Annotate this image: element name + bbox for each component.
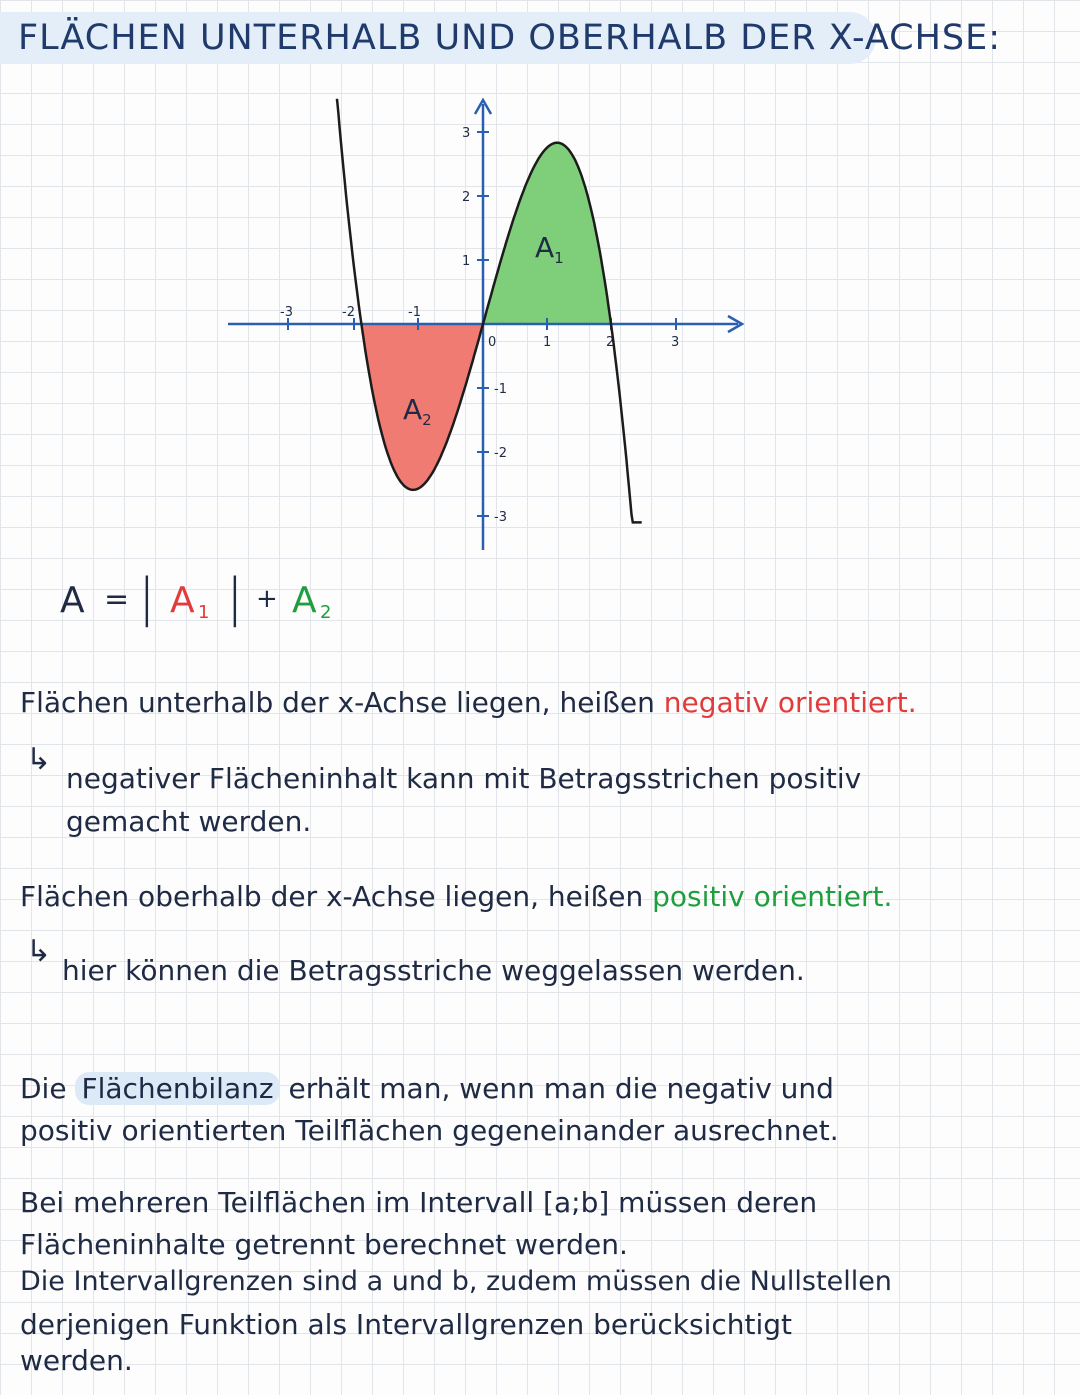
formula-a1-sub: 1 [198,602,210,623]
y-tick-label: -2 [494,446,507,461]
x-tick-label: -2 [342,305,355,320]
area-below-label: $A_2$ [403,393,432,429]
note-negative-detail: negativer Flächeninhalt kann mit Betragsstrichen positiv [66,762,862,795]
formula-abs-open: | [138,568,156,628]
x-tick-label: -3 [280,305,293,320]
formula-a: A [60,580,85,621]
x-tick-label: 3 [671,335,680,350]
formula-equals: = [104,582,130,617]
formula-a2: A [292,580,317,621]
area-formula [60,568,380,642]
function-graph [0,0,1080,560]
formula-a1: A [170,580,195,621]
formula-a2-sub: 2 [320,602,332,623]
positive-orientation-label: positiv orientiert. [652,880,893,913]
note-negative-detail-cont: gemacht werden. [66,805,312,838]
interval-note-line5: werden. [20,1344,133,1377]
interval-note: Bei mehreren Teilflächen im Intervall [a;b] müssen deren [20,1186,818,1219]
x-tick-label: 2 [606,335,615,350]
formula-abs-close: | [226,568,244,628]
flaechenbilanz-highlight: Flächenbilanz [75,1072,279,1105]
y-tick-label: -1 [494,382,507,397]
page-title-text: FLÄCHEN UNTERHALB UND OBERHALB DER X-ACHSE: [18,18,1002,58]
interval-note-line3: Die Intervallgrenzen sind a und b, zudem müssen die Nullstellen [20,1266,892,1297]
y-tick-label: 3 [462,126,471,141]
x-tick-label: -1 [408,305,421,320]
arrow-icon: ↳ [26,742,52,777]
area-below-axis [361,324,483,490]
y-tick-label: 1 [462,254,471,269]
interval-note-line4: derjenigen Funktion als Intervallgrenzen berücksichtigt [20,1308,793,1341]
interval-note-line2: Flächeninhalte getrennt berechnet werden. [20,1228,628,1261]
note-positive: Flächen oberhalb der x-Achse liegen, heißen positiv orientiert. [20,880,893,913]
origin-label: 0 [488,335,497,350]
formula-plus: + [256,584,278,614]
arrow-icon: ↳ [26,934,52,969]
note-negative: Flächen unterhalb der x-Achse liegen, heißen negativ orientiert. [20,686,917,719]
balance-definition-cont: positiv orientierten Teilflächen gegeneinander ausrechnet. [20,1114,839,1147]
y-tick-label: 2 [462,190,471,205]
balance-definition: Die Flächenbilanz erhält man, wenn man die negativ und [20,1072,834,1105]
y-tick-label: -3 [494,510,507,525]
note-positive-detail: hier können die Betragsstriche weggelassen werden. [62,954,805,987]
area-above-label: $A_1$ [535,231,564,267]
x-tick-label: 1 [543,335,552,350]
negative-orientation-label: negativ orientiert. [663,686,917,719]
